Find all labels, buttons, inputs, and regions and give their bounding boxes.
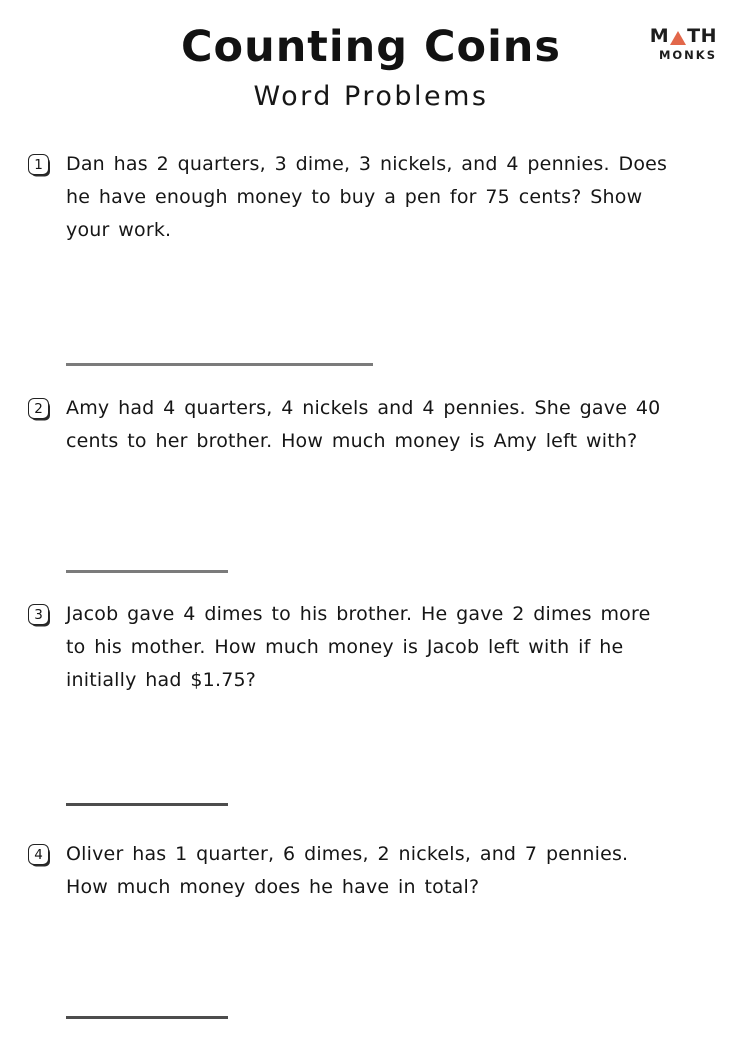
problem-1-text [66, 148, 716, 247]
problem-3 [28, 598, 716, 697]
page-title: Counting Coins [180, 22, 562, 72]
problem-1-line-3: your work. [66, 219, 172, 241]
problem-2-line-2: cents to her brother. How much money is Amy left with? [66, 430, 638, 452]
problem-4-line-2: How much money does he have in total? [66, 876, 480, 898]
problem-2 [28, 392, 716, 458]
logo-word-monks: MONKS [658, 48, 717, 62]
logo-triangle-icon [670, 31, 686, 45]
logo-letter-m: M [649, 25, 670, 47]
answer-line-1 [66, 363, 373, 366]
problem-3-text [66, 598, 716, 697]
problem-4-text [66, 838, 716, 904]
answer-line-3 [66, 803, 228, 806]
problem-4 [28, 838, 716, 904]
page-subtitle: Word Problems [253, 81, 489, 112]
logo-letters-th: TH [687, 25, 717, 47]
problem-1-number-badge: 1 [28, 154, 49, 175]
problem-3-line-1: Jacob gave 4 dimes to his brother. He gave 2 dimes more [66, 603, 651, 625]
problem-2-line-1: Amy had 4 quarters, 4 nickels and 4 pennies. She gave 40 [66, 397, 661, 419]
problem-3-line-3: initially had $1.75? [66, 669, 257, 691]
problem-1-line-2: he have enough money to buy a pen for 75 cents? Show [66, 186, 643, 208]
problem-3-line-2: to his mother. How much money is Jacob left with if he [66, 636, 624, 658]
logo-word-math [650, 27, 717, 46]
problem-2-number-badge: 2 [28, 398, 49, 419]
problem-2-text [66, 392, 716, 458]
problem-4-line-1: Oliver has 1 quarter, 6 dimes, 2 nickels, and 7 pennies. [66, 843, 629, 865]
answer-line-2 [66, 570, 228, 573]
answer-line-4 [66, 1016, 228, 1019]
problem-3-number-badge: 3 [28, 604, 49, 625]
math-monks-logo [650, 27, 717, 62]
problem-4-number-badge: 4 [28, 844, 49, 865]
problem-1 [28, 148, 716, 247]
problem-1-line-1: Dan has 2 quarters, 3 dime, 3 nickels, and 4 pennies. Does [66, 153, 668, 175]
